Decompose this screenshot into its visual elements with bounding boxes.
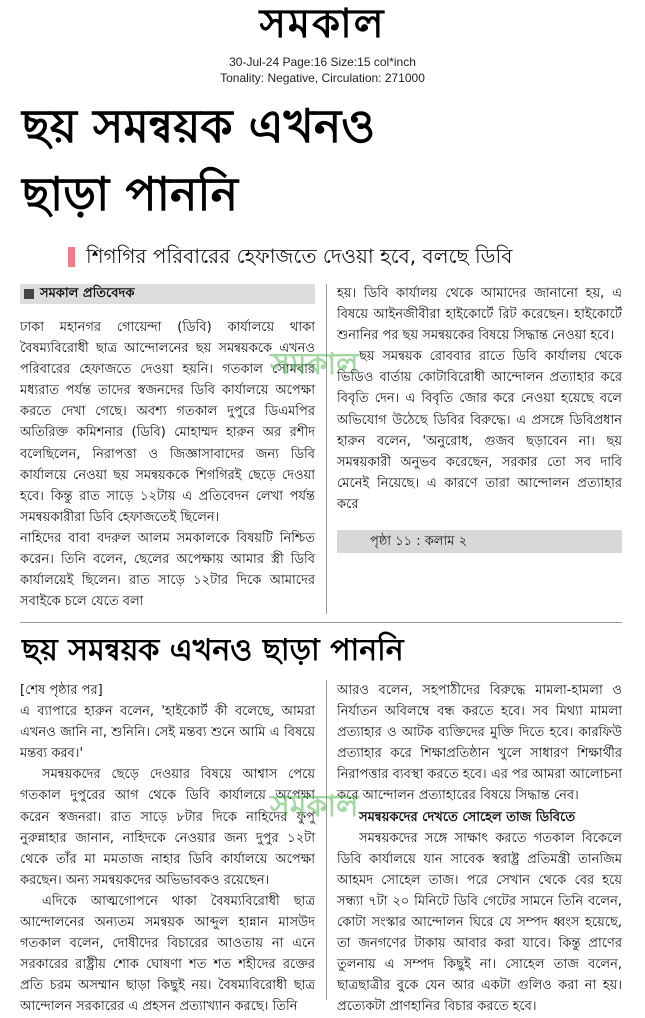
- column-divider: [326, 284, 327, 614]
- subheadline: শিগগির পরিবারের হেফাজতে দেওয়া হবে, বলছে ডিবি: [86, 244, 513, 268]
- article1-col2-para2: ছয় সমন্বয়ক রোববার রাতে ডিবি কার্যালয় থেকে ভিডিও বার্তায় কোটাবিরোধী আন্দোলন প্রত্যাহার করে বিবৃতি দেন। এ বিবৃতি জোর করে নেওয়া হয়েছে বলে অভিযোগ উঠেছে ডিবির বিরুদ্ধে। এ প্রসঙ্গে ডিবিপ্রধান হারুন বলেন, 'অনুরোধ, গুজব ছড়াবেন না। ছয় সমন্বয়কারী অনুভব করেছেন, সরকার তো সব দাবি মেনেই নিয়েছে। এ কারণে তারা আন্দোলন প্রত্যাহার করে: [337, 349, 622, 512]
- watermark-logo-2: [270, 782, 359, 833]
- byline-square-icon: [24, 289, 34, 299]
- clipping-meta-line1: 30-Jul-24 Page:16 Size:15 col*inch: [229, 55, 416, 69]
- article2-col2-para1: আরও বলেন, সহপাঠীদের বিরুদ্ধে মামলা-হামলা ও নির্যাতন অবিলম্বে বন্ধ করতে হবে। সব মিথ্যা মামলা প্রত্যাহার ও আটক ব্যক্তিদের মুক্তি দিতে হবে। কারফিউ প্রত্যাহার করে শিক্ষাপ্রতিষ্ঠান খুলে সাধারণ শিক্ষার্থীর নিরাপত্তার ব্যবস্থা করতে হবে। এর পর আমরা আলোচনা করে আন্দোলন প্রত্যাহারের বিষয়ে সিদ্ধান্ত নেব।: [337, 683, 622, 804]
- headline-line2: ছাড়া পাননি: [22, 167, 239, 221]
- article1-col1-para1: ঢাকা মহানগর গোয়েন্দা (ডিবি) কার্যালয়ে থাকা বৈষম্যবিরোধী ছাত্র আন্দোলনের ছয় সমন্বয়ককে এখনও পরিবারের হেফাজতে দেওয়া হয়নি। গতকাল সোমবার মধ্যরাত পর্যন্ত তাদের স্বজনদের ডিবি কার্যালয়ে অপেক্ষা করতে দেখা গেছে। অবশ্য গতকাল দুপুরে ডিএমপির অতিরিক্ত কমিশনার (ডিবি) মোহাম্মদ হারুন অর রশীদ বলেছিলেন, নিরাপত্তা ও জিজ্ঞাসাবাদের জন্য ডিবি কার্যালয়ে নেওয়া ছয় সমন্বয়ককে শিগগিরই ছেড়ে দেওয়া হবে। কিন্তু রাত সাড়ে ১২টায় এ প্রতিবেদন লেখা পর্যন্ত সমন্বয়কারীরা ডিবি হেফাজতেই ছিলেন।: [20, 320, 315, 525]
- watermark-text-2: সমকাল: [270, 789, 359, 824]
- article2-col1-para2: এ ব্যাপারে হারুন বলেন, 'হাইকোর্ট কী বলেছে, আমরা এখনও জানি না, শুনিনি। সেই মন্তব্য শুনে আমি এ বিষয়ে মন্তব্য করব।': [20, 704, 315, 762]
- watermark-logo: [270, 340, 359, 391]
- article1-col1-para2: নাহিদের বাবা বদরুল আলম সমকালকে বিষয়টি নিশ্চিত করেন। তিনি বলেন, ছেলের অপেক্ষায় আমার স্ত্রী ডিবি কার্যালয়েই ছিলেন। রাত সাড়ে ১২টার দিকে আমাদের সবাইকে চলে যেতে বলা: [20, 530, 315, 610]
- headline2: ছয় সমন্বয়ক এখনও ছাড়া পাননি: [22, 633, 404, 668]
- headline-line1: ছয় সমন্বয়ক এখনও: [22, 99, 376, 153]
- watermark-text-1: সমকাল: [270, 347, 359, 382]
- column-divider-2: [326, 680, 327, 1000]
- masthead-logo: সমকাল: [259, 0, 386, 47]
- subheadline-marker: [68, 247, 75, 267]
- article1-col2: [337, 283, 622, 523]
- article2-col2-para2: সমন্বয়কদের সঙ্গে সাক্ষাৎ করতে গতকাল বিকেলে ডিবি কার্যালয়ে যান সাবেক স্বরাষ্ট্র প্রতিমন্ত্রী তানজিম আহমদ সোহেল তাজ। পরে সেখান থেকে বের হয়ে সন্ধ্যা ৭টা ২০ মিনিটে ডিবি গেটের সামনে তিনি বলেন, কোটা সংস্কার আন্দোলন ঘিরে যে সম্পদ ধ্বংস হয়েছে, তা জনগণের টাকায় আবার করা যাবে। কিন্তু প্রাণের তুলনায় এ সম্পদ কিছুই না। সোহেল তাজ বলেন, ছাত্রছাত্রীর বুকে যেন আর একটা গুলিও করা না হয়। প্রত্যেকটা প্রাণহানির বিচার করতে হবে।: [337, 830, 622, 1015]
- clipping-meta-line2: Tonality: Negative, Circulation: 271000: [220, 71, 425, 85]
- section-divider: [20, 622, 622, 623]
- article2-col1-para4: এদিকে আত্মগোপনে থাকা বৈষম্যবিরোধী ছাত্র আন্দোলনের অন্যতম সমন্বয়ক আব্দুল হান্নান মাসউদ গতকাল বলেন, দোষীদের বিচারের আওতায় না এনে সরকারের রাষ্ট্রীয় শোক ঘোষণা শত শত শহীদের রক্তের প্রতি চরম অসম্মান ছাড়া কিছুই নয়। বৈষম্যবিরোধী ছাত্র আন্দোলন সরকারের এ প্রহসন প্রত্যাখ্যান করছে। তিনি: [20, 893, 315, 1015]
- continuation-label: পৃষ্ঠা ১১ : কলাম ২: [370, 534, 468, 549]
- article2-col1: [20, 680, 315, 1015]
- article2-subheading: সমন্বয়কদের দেখতে সোহেল তাজ ডিবিতে: [359, 809, 576, 825]
- article2-col1-para3: সমন্বয়কদের ছেড়ে দেওয়ার বিষয়ে আশ্বাস পেয়ে গতকাল দুপুরের আগ থেকে ডিবি কার্যালয়ে অপেক্ষা করেন স্বজনরা। রাত সাড়ে ৮টার দিকে নাহিদের ফুপু নুরুন্নাহার জানান, নাহিদকে নেওয়ার জন্য দুপুর ১২টা থেকে তাঁর মা মমতাজ নাহার ডিবি কার্যালয়ে অপেক্ষা করছেন। অন্য সমন্বয়কদের অভিভাবকও রয়েছেন।: [20, 767, 315, 888]
- byline: সমকাল প্রতিবেদক: [40, 286, 135, 301]
- article2-col2: [337, 680, 622, 1015]
- article1-col2-para1: হয়। ডিবি কার্যালয় থেকে আমাদের জানানো হয়, এ বিষয়ে আইনজীবীরা হাইকোর্টে রিট করেছেন। হাইকোর্টে শুনানির পর ছয় সমন্বয়কের বিষয়ে সিদ্ধান্ত নেওয়া হবে।: [337, 286, 622, 344]
- article2-col1-para1: [শেষ পৃষ্ঠার পর]: [20, 683, 103, 698]
- masthead: [0, 0, 645, 48]
